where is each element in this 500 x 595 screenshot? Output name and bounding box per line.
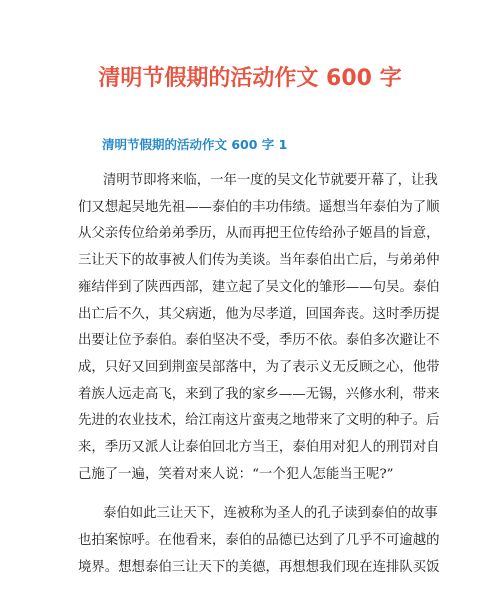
text-line: 清明节即将来临，一年一度的吴文化节就要开幕了，让我 [103, 173, 438, 188]
text-line: 先进的农业技术，给江南这片蛮夷之地带来了文明的种子。后 [78, 413, 440, 429]
section-heading: 清明节假期的活动作文 600 字 1 [102, 137, 288, 152]
text-line: 来，季历又派人让泰伯回北方当王，泰伯用对犯人的刑罚对自 [78, 440, 440, 456]
paragraph-1 [78, 168, 440, 488]
text-line: 境界。想想泰伯三让天下的美德，再想想我们现在连排队买饭 [78, 559, 440, 575]
text-line: 己施了一遍，笑着对来人说：“一个犯人怎能当王呢?” [78, 466, 394, 482]
text-line: 三让天下的故事被人们传为美谈。当年泰伯出亡后，与弟弟仲 [78, 253, 440, 269]
text-line: 雍结伴到了陕西西部，建立起了吴文化的雏形——句吴。泰伯 [78, 279, 440, 295]
text-line: 出亡后不久，其父病逝，他为尽孝道，回国奔丧。这时季历提 [78, 306, 440, 322]
text-line: 从父亲传位给弟弟季历，从而再把王位传给孙子姬昌的旨意， [78, 226, 440, 242]
text-line: 成，只好又回到荆蛮吴部落中，为了表示义无反顾之心，他带 [78, 359, 440, 375]
text-line: 出要让位予泰伯。泰伯坚决不受，季历不依。泰伯多次避让不 [78, 333, 440, 349]
text-line: 着族人远走高飞，来到了我的家乡——无锡，兴修水利，带来 [78, 386, 440, 402]
paragraph-2 [78, 501, 440, 581]
text-line: 泰伯如此三让天下，连被称为圣人的孔子读到泰伯的故事 [103, 506, 438, 522]
text-line: 们又想起吴地先祖——泰伯的丰功伟绩。遥想当年泰伯为了顺 [78, 199, 440, 215]
document-body [78, 168, 440, 595]
document-title: 清明节假期的活动作文 600 字 [98, 66, 402, 91]
text-line: 也拍案惊呼。在他看来，泰伯的品德已达到了几乎不可逾越的 [78, 533, 440, 549]
